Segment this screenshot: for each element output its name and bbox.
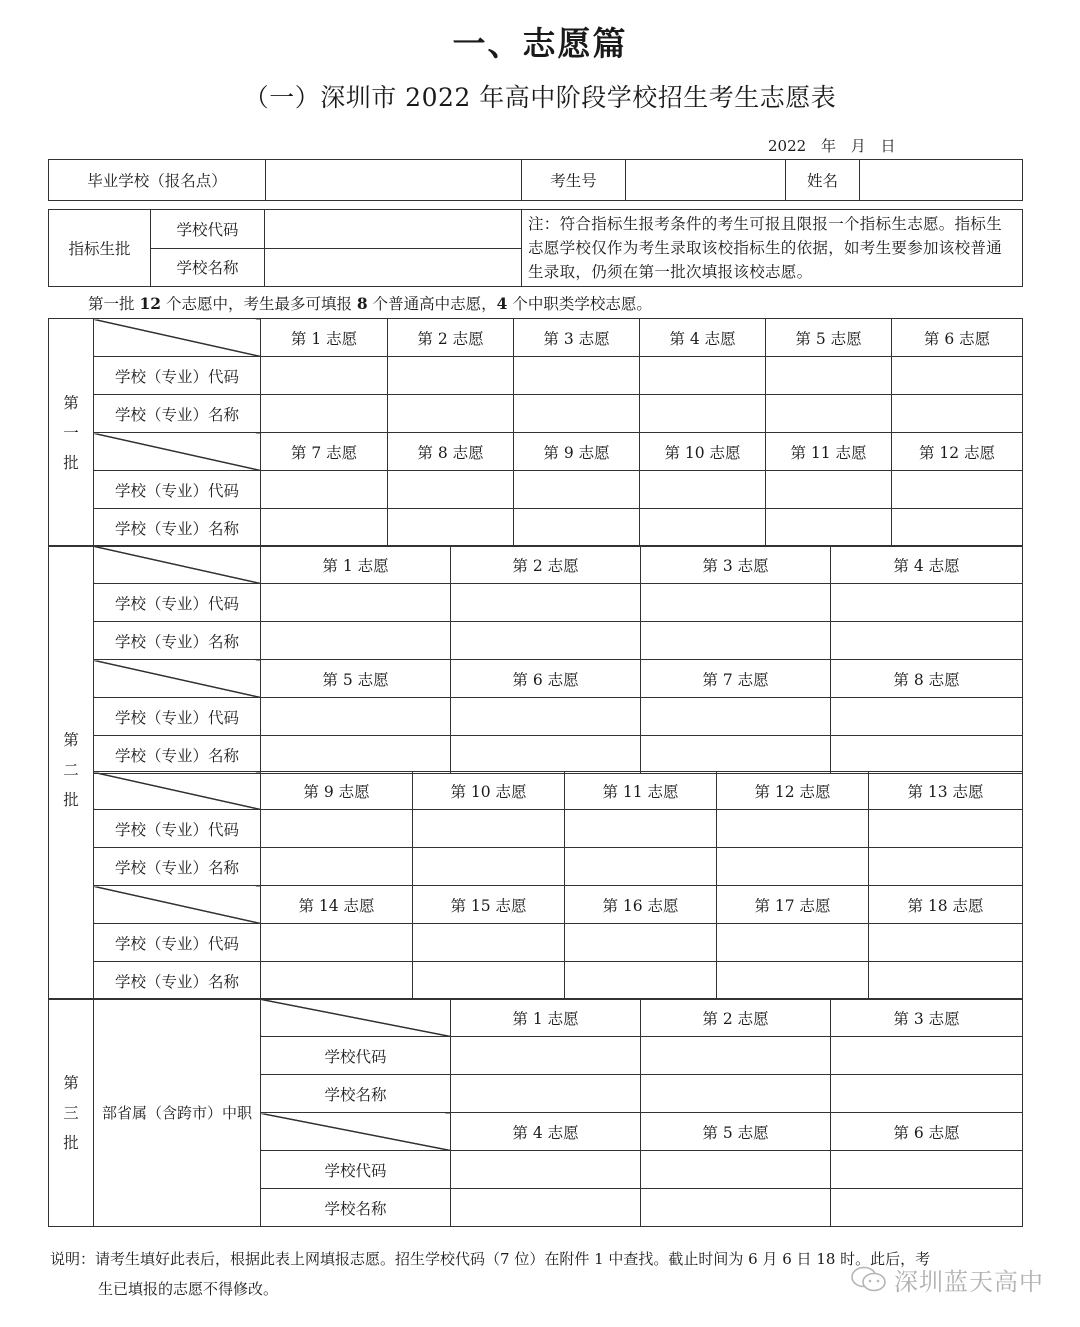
diagonal-header-cell — [94, 433, 261, 471]
date-line: 2022 年 月 日 — [768, 137, 896, 155]
code-field[interactable] — [831, 584, 1023, 622]
choice-header: 第 11 志愿 — [565, 772, 717, 810]
code-field[interactable] — [261, 810, 413, 848]
name-field[interactable] — [641, 1189, 831, 1227]
code-field[interactable] — [451, 1037, 641, 1075]
school-label: 毕业学校（报名点） — [49, 160, 266, 201]
rule-text: 个志愿中，考生最多可填报 — [161, 295, 357, 313]
code-field[interactable] — [565, 924, 717, 962]
batch1-table — [48, 318, 1023, 547]
diagonal-header-cell — [261, 1113, 451, 1151]
name-field[interactable] — [892, 395, 1023, 433]
quota-code-field[interactable] — [265, 210, 522, 249]
row-label-school-code: 学校代码 — [261, 1151, 451, 1189]
code-field[interactable] — [717, 810, 869, 848]
name-field[interactable] — [860, 160, 1023, 201]
choice-header: 第 2 志愿 — [388, 319, 514, 357]
code-field[interactable] — [640, 357, 766, 395]
code-field[interactable] — [261, 698, 451, 736]
choice-header: 第 14 志愿 — [261, 886, 413, 924]
name-field[interactable] — [831, 1075, 1023, 1113]
choice-header: 第 7 志愿 — [261, 433, 388, 471]
choice-header: 第 8 志愿 — [388, 433, 514, 471]
name-field[interactable] — [717, 962, 869, 1000]
code-field[interactable] — [831, 698, 1023, 736]
code-field[interactable] — [261, 471, 388, 509]
row-label-code: 学校（专业）代码 — [94, 698, 261, 736]
code-field[interactable] — [892, 471, 1023, 509]
choice-header: 第 5 志愿 — [261, 660, 451, 698]
name-field[interactable] — [261, 509, 388, 547]
name-field[interactable] — [388, 395, 514, 433]
code-field[interactable] — [641, 1151, 831, 1189]
diagonal-header-cell — [94, 660, 261, 698]
name-field[interactable] — [451, 1075, 641, 1113]
choice-header: 第 10 志愿 — [413, 772, 565, 810]
row-label-school-name: 学校名称 — [261, 1075, 451, 1113]
choice-header: 第 1 志愿 — [261, 319, 388, 357]
choice-header: 第 5 志愿 — [766, 319, 892, 357]
choice-header: 第 9 志愿 — [514, 433, 640, 471]
choice-header: 第 1 志愿 — [261, 546, 451, 584]
code-field[interactable] — [869, 924, 1023, 962]
choice-header: 第 2 志愿 — [451, 546, 641, 584]
name-field[interactable] — [451, 736, 641, 774]
row-label-name: 学校（专业）名称 — [94, 736, 261, 774]
name-field[interactable] — [892, 509, 1023, 547]
choice-header: 第 12 志愿 — [717, 772, 869, 810]
name-field[interactable] — [869, 848, 1023, 886]
row-label-code: 学校（专业）代码 — [94, 357, 261, 395]
code-field[interactable] — [413, 810, 565, 848]
diagonal-header-cell — [94, 772, 261, 810]
batch3-label — [49, 999, 94, 1227]
choice-header: 第 3 志愿 — [831, 999, 1023, 1037]
batch1-rule — [88, 292, 652, 314]
code-field[interactable] — [640, 471, 766, 509]
name-field[interactable] — [413, 962, 565, 1000]
name-field[interactable] — [641, 622, 831, 660]
choice-header: 第 8 志愿 — [831, 660, 1023, 698]
exam-no-field[interactable] — [626, 160, 786, 201]
batch2-label — [49, 725, 93, 815]
name-field[interactable] — [261, 622, 451, 660]
row-label-school-name: 学校名称 — [261, 1189, 451, 1227]
code-field[interactable] — [641, 1037, 831, 1075]
choice-header: 第 16 志愿 — [565, 886, 717, 924]
row-label-code: 学校（专业）代码 — [94, 810, 261, 848]
row-label-name: 学校（专业）名称 — [94, 509, 261, 547]
code-field[interactable] — [831, 1037, 1023, 1075]
batch3-category: 部省属（含跨市）中职 — [94, 999, 261, 1227]
rule-number: 12 — [139, 294, 162, 313]
name-field[interactable] — [261, 848, 413, 886]
name-field[interactable] — [565, 962, 717, 1000]
quota-note: 注：符合指标生报考条件的考生可报且限报一个指标生志愿。指标生志愿学校仅作为考生录取该校指标生的依据，如考生要参加该校普通生录取，仍须在第一批次填报该校志愿。 — [522, 210, 1023, 287]
code-field[interactable] — [451, 584, 641, 622]
name-field[interactable] — [766, 395, 892, 433]
row-label-code: 学校（专业）代码 — [94, 471, 261, 509]
rule-number: 8 — [356, 294, 368, 313]
choice-header: 第 12 志愿 — [892, 433, 1023, 471]
name-field[interactable] — [717, 848, 869, 886]
choice-header: 第 15 志愿 — [413, 886, 565, 924]
name-field[interactable] — [869, 962, 1023, 1000]
choice-header: 第 6 志愿 — [451, 660, 641, 698]
batch2-label-text: 第二批 — [63, 731, 79, 809]
batch3-label-text: 第三批 — [63, 1073, 79, 1152]
name-field[interactable] — [641, 736, 831, 774]
choice-header: 第 4 志愿 — [451, 1113, 641, 1151]
choice-header: 第 9 志愿 — [261, 772, 413, 810]
code-field[interactable] — [261, 924, 413, 962]
quota-name-field[interactable] — [265, 248, 522, 287]
choice-header: 第 3 志愿 — [641, 546, 831, 584]
row-label-name: 学校（专业）名称 — [94, 395, 261, 433]
watermark-text: 深圳蓝天高中 — [894, 1268, 1044, 1296]
footer-line-1: 说明：请考生填好此表后，根据此表上网填报志愿。招生学校代码（7 位）在附件 1 中查找。截止时间为 6 月 6 日 18 时。此后，考 — [50, 1250, 931, 1268]
choice-header: 第 3 志愿 — [514, 319, 640, 357]
code-field[interactable] — [831, 1151, 1023, 1189]
diagonal-header-cell — [261, 999, 451, 1037]
code-field[interactable] — [451, 698, 641, 736]
code-field[interactable] — [388, 471, 514, 509]
code-field[interactable] — [451, 1151, 641, 1189]
rule-text: 个中职类学校志愿。 — [507, 295, 652, 313]
batch1-label — [49, 319, 94, 547]
diagonal-header-cell — [94, 546, 261, 584]
code-field[interactable] — [641, 584, 831, 622]
choice-header: 第 17 志愿 — [717, 886, 869, 924]
section-title: 一、志愿篇 — [452, 24, 628, 63]
choice-header: 第 5 志愿 — [641, 1113, 831, 1151]
batch2-table-a — [48, 545, 1023, 774]
name-field[interactable] — [413, 848, 565, 886]
choice-header: 第 6 志愿 — [892, 319, 1023, 357]
name-field[interactable] — [451, 1189, 641, 1227]
choice-header: 第 10 志愿 — [640, 433, 766, 471]
code-field[interactable] — [261, 584, 451, 622]
exam-no-label: 考生号 — [522, 160, 626, 201]
wechat-icon — [850, 1265, 888, 1295]
name-field[interactable] — [388, 509, 514, 547]
name-field[interactable] — [640, 509, 766, 547]
choice-header: 第 18 志愿 — [869, 886, 1023, 924]
code-field[interactable] — [766, 357, 892, 395]
choice-header: 第 11 志愿 — [766, 433, 892, 471]
choice-header: 第 7 志愿 — [641, 660, 831, 698]
choice-header: 第 4 志愿 — [831, 546, 1023, 584]
choice-header: 第 13 志愿 — [869, 772, 1023, 810]
name-label: 姓名 — [786, 160, 860, 201]
quota-name-label: 学校名称 — [151, 248, 265, 287]
name-field[interactable] — [565, 848, 717, 886]
row-label-name: 学校（专业）名称 — [94, 962, 261, 1000]
batch2-table-b — [48, 771, 1023, 1000]
rule-text: 第一批 — [88, 295, 140, 313]
rule-text: 个普通高中志愿， — [367, 295, 497, 313]
row-label-school-code: 学校代码 — [261, 1037, 451, 1075]
code-field[interactable] — [261, 357, 388, 395]
diagonal-header-cell — [94, 886, 261, 924]
diagonal-header-cell — [94, 319, 261, 357]
name-field[interactable] — [831, 622, 1023, 660]
name-field[interactable] — [261, 736, 451, 774]
quota-batch-table — [48, 209, 1023, 287]
row-label-code: 学校（专业）代码 — [94, 584, 261, 622]
code-field[interactable] — [514, 357, 640, 395]
name-field[interactable] — [641, 1075, 831, 1113]
watermark — [850, 1262, 1044, 1297]
name-field[interactable] — [831, 1189, 1023, 1227]
code-field[interactable] — [641, 698, 831, 736]
code-field[interactable] — [717, 924, 869, 962]
batch3-table — [48, 998, 1023, 1227]
quota-code-label: 学校代码 — [151, 210, 265, 249]
row-label-code: 学校（专业）代码 — [94, 924, 261, 962]
code-field[interactable] — [892, 357, 1023, 395]
choice-header: 第 6 志愿 — [831, 1113, 1023, 1151]
student-info-table — [48, 159, 1023, 201]
row-label-name: 学校（专业）名称 — [94, 848, 261, 886]
row-label-name: 学校（专业）名称 — [94, 622, 261, 660]
choice-header: 第 2 志愿 — [641, 999, 831, 1037]
code-field[interactable] — [869, 810, 1023, 848]
name-field[interactable] — [831, 736, 1023, 774]
choice-header: 第 4 志愿 — [640, 319, 766, 357]
school-field[interactable] — [266, 160, 522, 201]
code-field[interactable] — [565, 810, 717, 848]
footer-line-2: 生已填报的志愿不得修改。 — [98, 1280, 279, 1298]
name-field[interactable] — [261, 962, 413, 1000]
name-field[interactable] — [261, 395, 388, 433]
rule-number: 4 — [496, 294, 508, 313]
choice-header: 第 1 志愿 — [451, 999, 641, 1037]
code-field[interactable] — [388, 357, 514, 395]
form-title: （一）深圳市 2022 年高中阶段学校招生考生志愿表 — [243, 83, 837, 112]
name-field[interactable] — [514, 395, 640, 433]
name-field[interactable] — [514, 509, 640, 547]
batch1-label-text: 第一批 — [63, 393, 79, 472]
code-field[interactable] — [413, 924, 565, 962]
name-field[interactable] — [451, 622, 641, 660]
quota-batch-label: 指标生批 — [49, 210, 151, 287]
code-field[interactable] — [514, 471, 640, 509]
name-field[interactable] — [640, 395, 766, 433]
name-field[interactable] — [766, 509, 892, 547]
code-field[interactable] — [766, 471, 892, 509]
